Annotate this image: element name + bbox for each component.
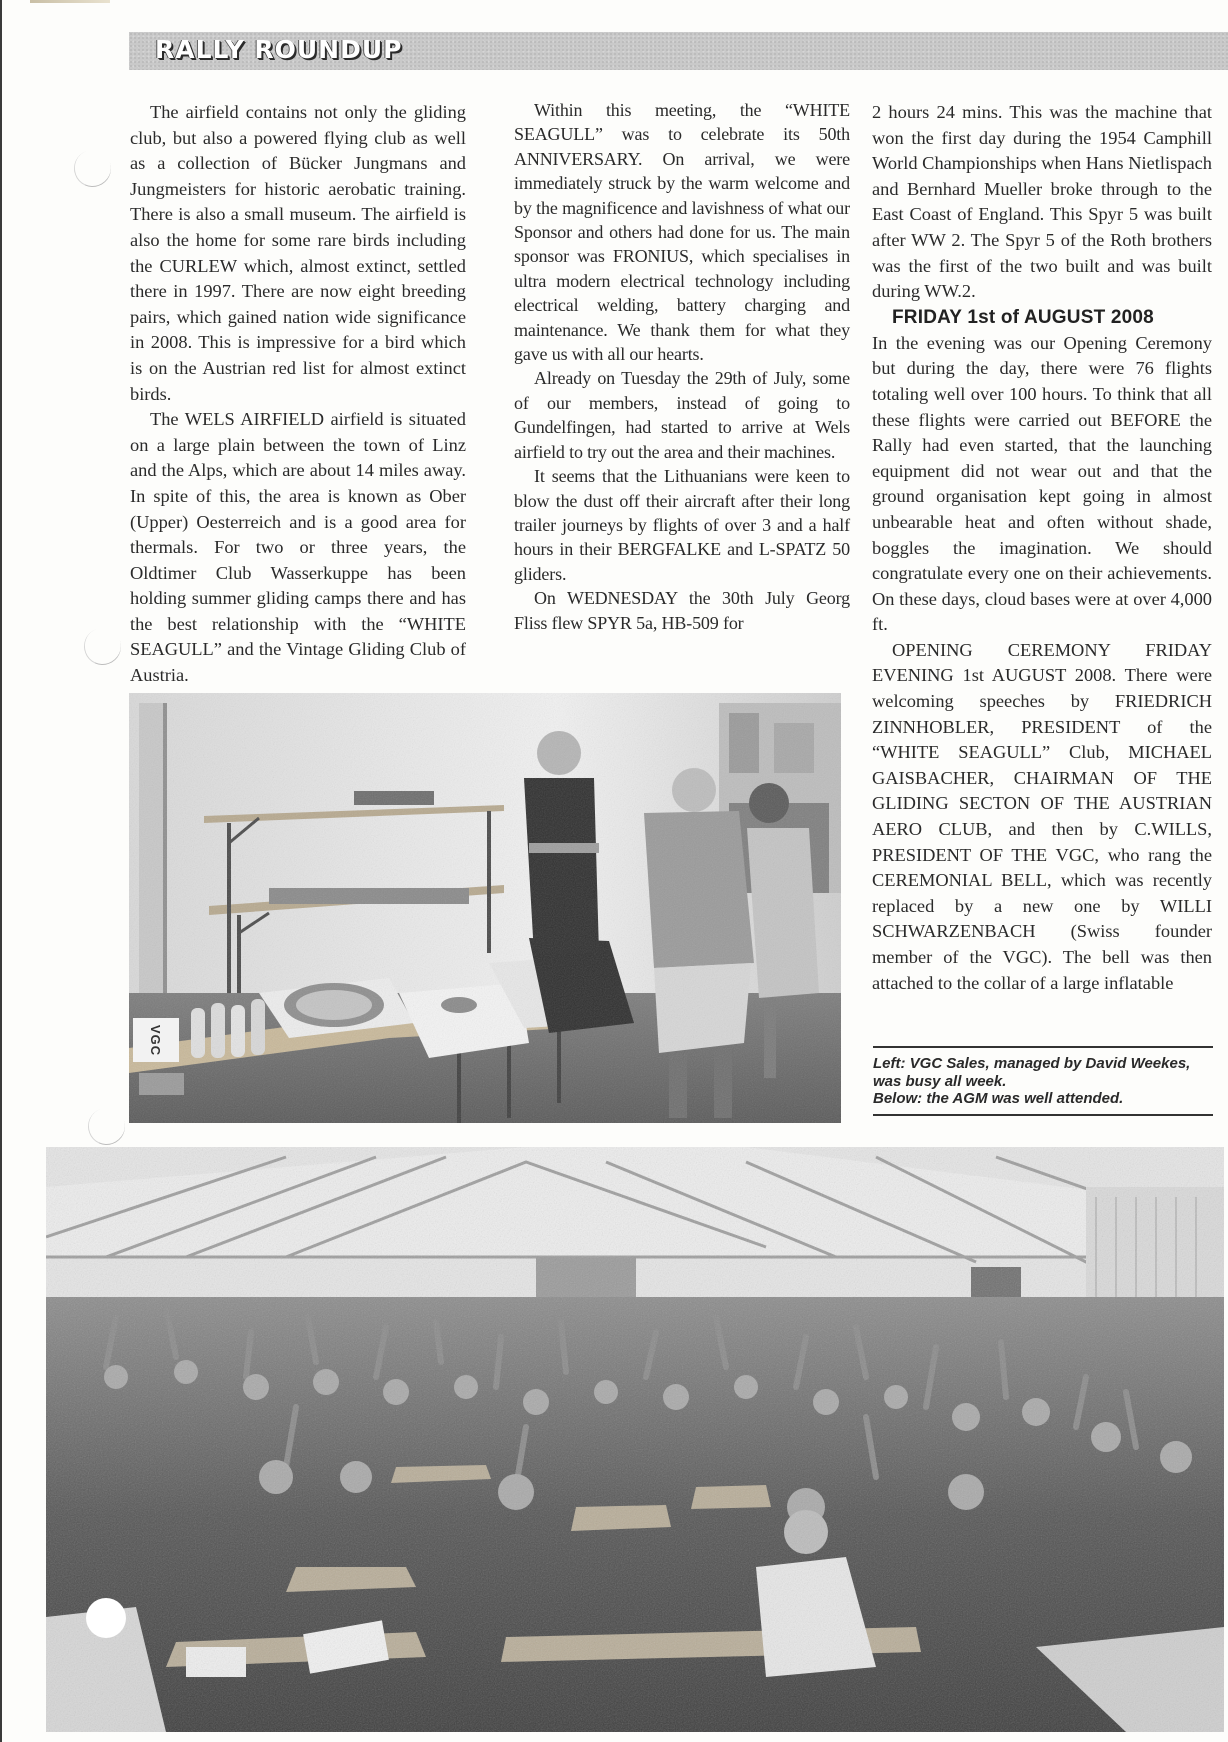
article-column-1 — [130, 100, 466, 689]
article-paragraph: Already on Tuesday the 29th of July, some of our members, instead of going to Gundelfingen, had started to arrive at Wels airfield to try out the area and their machines. — [514, 368, 850, 462]
photo-caption — [873, 1046, 1213, 1116]
section-header-title: RALLY ROUNDUP — [155, 35, 403, 64]
article-paragraph-continued: 2 hours 24 mins. This was the machine that won the first day during the 1954 Camphill World Championships when Hans Nietlispach and Bernhard Mueller broke through to the East Coast of England. This Spyr 5 was built after WW 2. The Spyr 5 of the Roth brothers was the first of the two built and was built during WW.2. — [872, 102, 1212, 302]
article-paragraph: In the evening was our Opening Ceremony but during the day, there were 76 flights totaling well over 100 hours. To think that all these flights were carried out BEFORE the Rally had even started, that the launching equipment did not wear out and that the ground organisation kept going in almost unbearable heat and often without shade, boggles the imagination. We should congratulate every one on their achievements. On these days, cloud bases were at over 4,000 ft. — [872, 332, 1212, 635]
article-paragraph: OPENING CEREMONY FRIDAY EVENING 1st AUGUST 2008. There were welcoming speeches by FRIEDRICH ZINNHOBLER, PRESIDENT of the “WHITE SEAGULL” Club, MICHAEL GAISBACHER, CHAIRMAN OF THE GLIDING SECTON OF THE AUSTRIAN AERO CLUB, and then by C.WILLS, PRESIDENT OF THE VGC, who rang the CEREMONIAL BELL, which was recently replaced by a new one by WILLI SCHWARZENBACH (Swiss founder member of the VGC). The bell was then attached to the collar of a large inflatable — [872, 639, 1212, 993]
article-column-3 — [872, 100, 1212, 996]
article-paragraph: On WEDNESDAY the 30th July Georg Fliss flew SPYR 5a, HB-509 for — [514, 588, 850, 633]
photo-vgc-sales-illustration — [129, 693, 841, 1123]
caption-line: Below: the AGM was well attended. — [873, 1090, 1124, 1107]
photo-agm-meeting — [46, 1147, 1224, 1732]
sales-sign-text: VGC — [148, 1024, 164, 1056]
article-paragraph: The airfield contains not only the gliding club, but also a powered flying club as well as a collection of Bücker Jungmans and Jungmeisters for historic aerobatic training. There is also a small museum. The airfield is also the home for some rare birds including the CURLEW which, almost extinct, settled there in 1997. There are now eight breeding pairs, which gained nation wide significance in 2008. This is impressive for a bird which is on the Austrian red list for almost extinct birds. — [130, 102, 466, 404]
photo-agm-illustration — [46, 1147, 1224, 1732]
punch-hole-mark — [79, 623, 126, 670]
article-paragraph: It seems that the Lithuanians were keen to blow the dust off their aircraft after their long trailer journeys by flights of over 3 and a half hours in their BERGFALKE and L-SPATZ 50 gliders. — [514, 466, 850, 584]
article-column-2 — [514, 98, 850, 635]
punch-hole-mark — [83, 1103, 130, 1150]
article-paragraph: The WELS AIRFIELD airfield is situated on a large plain between the town of Linz and the Alps, which are about 14 miles away. In spite of this, the area is known as Ober (Upper) Oesterreich and is a good area for thermals. For two or three years, the Oldtimer Club Wasserkuppe has been holding summer gliding camps there and has the best relationship with the “WHITE SEAGULL” and the Vintage Gliding Club of Austria. — [130, 409, 466, 686]
article-paragraph: Within this meeting, the “WHITE SEAGULL” was to celebrate its 50th ANNIVERSARY. On arrival, we were immediately struck by the warm welcome and by the magnificence and lavishness of what our Sponsor and others had done for us. The main sponsor was FRONIUS, which specialises in ultra modern electrical technology including electrical welding, battery charging and maintenance. We thank them for what they gave us with all our hearts. — [514, 100, 850, 365]
photo-vgc-sales-stand — [129, 693, 841, 1123]
punch-hole-mark — [86, 1598, 126, 1638]
caption-line: Left: VGC Sales, managed by David Weekes, was busy all week. — [873, 1055, 1191, 1090]
punch-hole-mark — [69, 145, 116, 192]
sales-sign-card — [133, 1018, 179, 1062]
section-heading-friday: FRIDAY 1st of AUGUST 2008 — [892, 306, 1154, 328]
page-scan-corner — [30, 0, 110, 3]
page-scan-edge — [0, 0, 2, 1742]
